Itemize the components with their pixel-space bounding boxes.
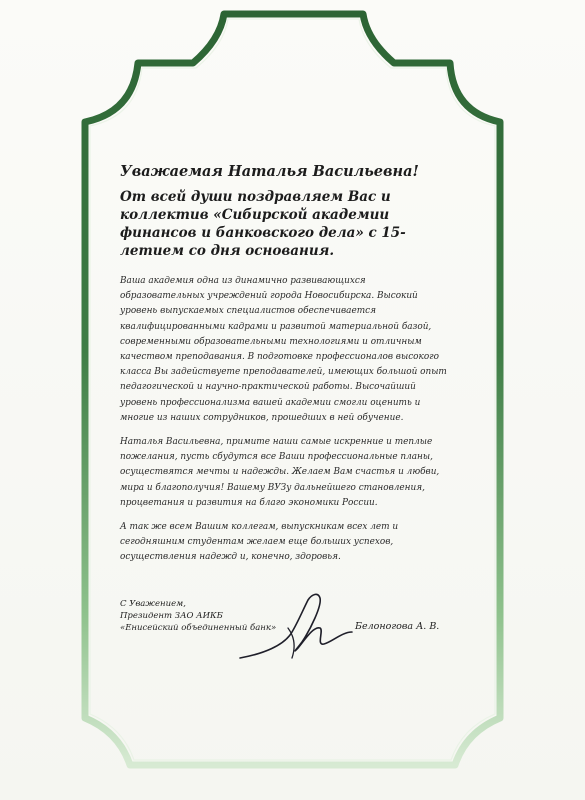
signer-name: Белоногова А. В.: [355, 621, 440, 632]
paragraph-3: А так же всем Вашим коллегам, выпускникам всех лет и сегодняшним студентам желаем еще больших успехов, осуществления надежд и, конечно, здоровья.: [120, 522, 399, 563]
salutation: Уважаемая Наталья Васильевна!: [120, 163, 419, 180]
letter-content: [114, 163, 454, 575]
handwritten-signature-icon: [232, 588, 362, 668]
paragraph-2: Наталья Васильевна, примите наши самые искренние и теплые пожелания, пусть сбудутся все Ваши профессиональные планы, осуществятся мечты и надежды. Желаем Вам счастья и любви, мира и благополучия! Вашему ВУЗу дальнейшего становления, процветания и развития на благо экономики России.: [120, 437, 440, 508]
closing-text: С Уважением,: [120, 599, 186, 609]
signer-position: Президент ЗАО АИКБ: [120, 611, 223, 621]
bank-name: «Енисейский объединенный банк»: [120, 623, 277, 633]
intro-text: От всей души поздравляем Вас и коллектив «Сибирской академии финансов и банковского дела» с 15-летием со дня основания.: [120, 189, 406, 259]
paragraph-1: Ваша академия одна из динамично развивающихся образовательных учреждений города Новосибирска. Высокий уровень выпускаемых специалистов обеспечивается квалифицированными кадрами и развитой материальной базой, современными образовательными технологиями и отличным качеством преподавания. В подготовке профессионалов высокого класса Вы задействуете преподавателей, имеющих большой опыт педагогической и научно-практической работы. Высочайший уровень профессионализма вашей академии смогли оценить и многие из наших сотрудников, прошедших в ней обучение.: [120, 276, 447, 423]
